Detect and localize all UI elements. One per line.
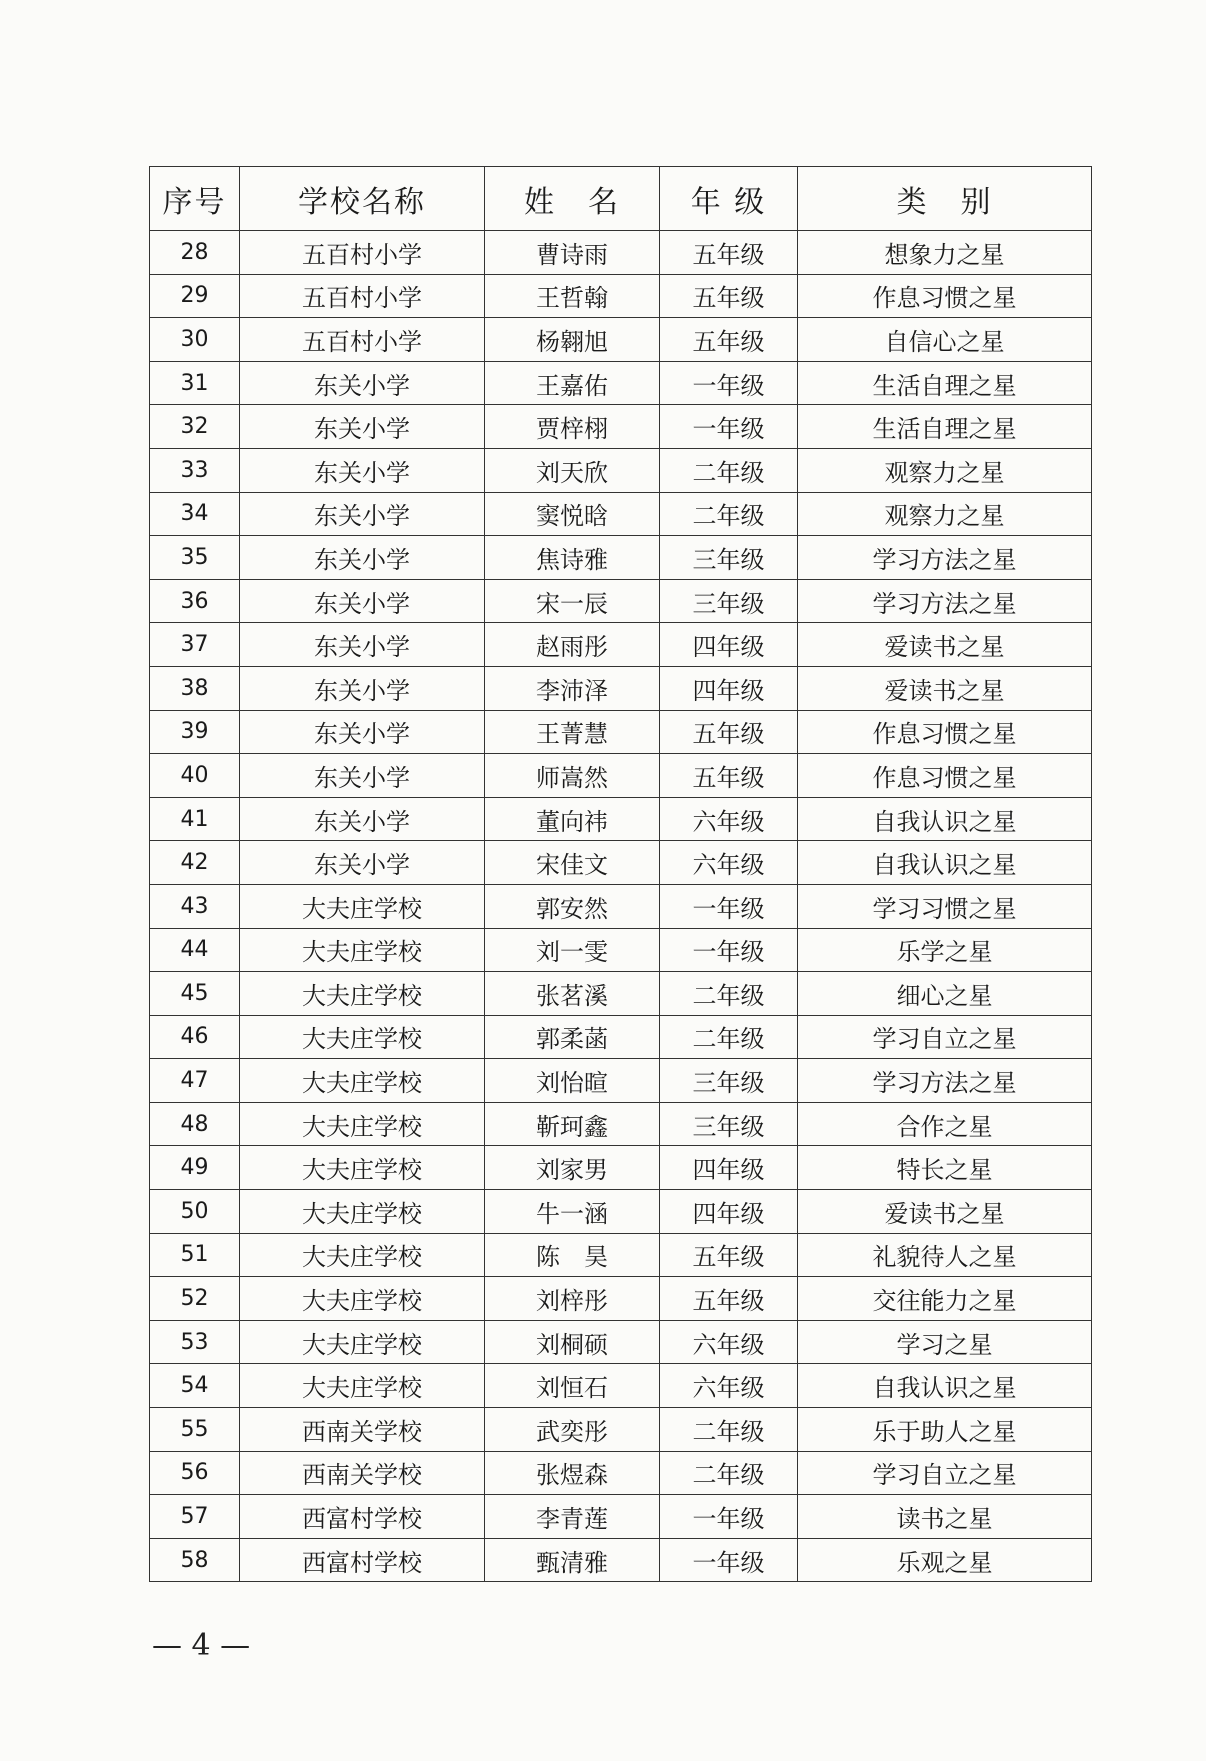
- cell-category: 想象力之星: [798, 231, 1092, 275]
- cell-school: 大夫庄学校: [240, 1059, 485, 1103]
- cell-category: 学习方法之星: [798, 579, 1092, 623]
- cell-no: 32: [150, 405, 240, 449]
- cell-no: 47: [150, 1059, 240, 1103]
- cell-category: 作息习惯之星: [798, 754, 1092, 798]
- cell-no: 36: [150, 579, 240, 623]
- header-category: 类 别: [798, 167, 1092, 231]
- cell-category: 合作之星: [798, 1102, 1092, 1146]
- cell-name: 张煜森: [485, 1451, 660, 1495]
- cell-category: 观察力之星: [798, 492, 1092, 536]
- cell-school: 大夫庄学校: [240, 1015, 485, 1059]
- cell-school: 东关小学: [240, 797, 485, 841]
- cell-name: 刘梓彤: [485, 1277, 660, 1321]
- cell-school: 东关小学: [240, 492, 485, 536]
- cell-grade: 六年级: [660, 1364, 798, 1408]
- cell-no: 58: [150, 1538, 240, 1582]
- cell-school: 东关小学: [240, 710, 485, 754]
- table-row: [150, 1277, 1092, 1321]
- cell-category: 爱读书之星: [798, 1190, 1092, 1234]
- table-row: [150, 1015, 1092, 1059]
- cell-category: 作息习惯之星: [798, 710, 1092, 754]
- cell-school: 大夫庄学校: [240, 1146, 485, 1190]
- table-row: [150, 1408, 1092, 1452]
- cell-name: 武奕彤: [485, 1408, 660, 1452]
- cell-school: 大夫庄学校: [240, 1364, 485, 1408]
- cell-no: 53: [150, 1320, 240, 1364]
- cell-grade: 五年级: [660, 1233, 798, 1277]
- cell-school: 大夫庄学校: [240, 1320, 485, 1364]
- award-table: [149, 166, 1092, 1582]
- cell-name: 李沛泽: [485, 666, 660, 710]
- cell-no: 50: [150, 1190, 240, 1234]
- header-school: 学校名称: [240, 167, 485, 231]
- cell-no: 44: [150, 928, 240, 972]
- cell-category: 特长之星: [798, 1146, 1092, 1190]
- cell-no: 43: [150, 884, 240, 928]
- cell-grade: 三年级: [660, 579, 798, 623]
- cell-grade: 二年级: [660, 1451, 798, 1495]
- cell-school: 东关小学: [240, 623, 485, 667]
- table-row: [150, 1538, 1092, 1582]
- cell-category: 乐观之星: [798, 1538, 1092, 1582]
- cell-no: 51: [150, 1233, 240, 1277]
- cell-school: 西南关学校: [240, 1408, 485, 1452]
- cell-school: 西富村学校: [240, 1538, 485, 1582]
- page-number: — 4 —: [152, 1628, 251, 1663]
- cell-category: 乐于助人之星: [798, 1408, 1092, 1452]
- cell-category: 礼貌待人之星: [798, 1233, 1092, 1277]
- cell-school: 东关小学: [240, 405, 485, 449]
- cell-school: 大夫庄学校: [240, 1233, 485, 1277]
- cell-name: 王嘉佑: [485, 361, 660, 405]
- cell-category: 自我认识之星: [798, 841, 1092, 885]
- cell-grade: 三年级: [660, 1059, 798, 1103]
- cell-no: 54: [150, 1364, 240, 1408]
- cell-category: 生活自理之星: [798, 405, 1092, 449]
- cell-name: 刘天欣: [485, 448, 660, 492]
- cell-name: 靳珂鑫: [485, 1102, 660, 1146]
- cell-category: 自我认识之星: [798, 1364, 1092, 1408]
- cell-grade: 四年级: [660, 1190, 798, 1234]
- table-row: [150, 1451, 1092, 1495]
- cell-name: 宋佳文: [485, 841, 660, 885]
- cell-name: 李青莲: [485, 1495, 660, 1539]
- header-name: 姓 名: [485, 167, 660, 231]
- cell-no: 41: [150, 797, 240, 841]
- cell-category: 作息习惯之星: [798, 274, 1092, 318]
- cell-no: 48: [150, 1102, 240, 1146]
- cell-name: 杨翱旭: [485, 318, 660, 362]
- cell-name: 甄清雅: [485, 1538, 660, 1582]
- table-row: [150, 797, 1092, 841]
- cell-no: 37: [150, 623, 240, 667]
- cell-school: 东关小学: [240, 579, 485, 623]
- table-header-row: [150, 167, 1092, 231]
- table-row: [150, 1320, 1092, 1364]
- cell-school: 东关小学: [240, 361, 485, 405]
- cell-grade: 五年级: [660, 1277, 798, 1321]
- cell-category: 生活自理之星: [798, 361, 1092, 405]
- cell-grade: 一年级: [660, 928, 798, 972]
- cell-category: 学习方法之星: [798, 1059, 1092, 1103]
- cell-category: 学习之星: [798, 1320, 1092, 1364]
- cell-name: 张茗溪: [485, 972, 660, 1016]
- cell-grade: 三年级: [660, 1102, 798, 1146]
- cell-no: 38: [150, 666, 240, 710]
- cell-grade: 一年级: [660, 405, 798, 449]
- table-row: [150, 448, 1092, 492]
- table-row: [150, 928, 1092, 972]
- cell-name: 牛一涵: [485, 1190, 660, 1234]
- cell-grade: 五年级: [660, 710, 798, 754]
- cell-grade: 五年级: [660, 754, 798, 798]
- cell-school: 东关小学: [240, 841, 485, 885]
- cell-school: 东关小学: [240, 448, 485, 492]
- cell-category: 自我认识之星: [798, 797, 1092, 841]
- cell-grade: 一年级: [660, 1495, 798, 1539]
- cell-school: 大夫庄学校: [240, 1102, 485, 1146]
- table-row: [150, 710, 1092, 754]
- cell-no: 29: [150, 274, 240, 318]
- cell-grade: 三年级: [660, 536, 798, 580]
- cell-school: 大夫庄学校: [240, 1277, 485, 1321]
- cell-school: 西南关学校: [240, 1451, 485, 1495]
- cell-name: 宋一辰: [485, 579, 660, 623]
- cell-category: 爱读书之星: [798, 666, 1092, 710]
- cell-grade: 一年级: [660, 884, 798, 928]
- table-row: [150, 1495, 1092, 1539]
- cell-no: 34: [150, 492, 240, 536]
- cell-category: 读书之星: [798, 1495, 1092, 1539]
- cell-name: 刘桐硕: [485, 1320, 660, 1364]
- cell-no: 46: [150, 1015, 240, 1059]
- cell-no: 33: [150, 448, 240, 492]
- cell-school: 东关小学: [240, 754, 485, 798]
- table-row: [150, 623, 1092, 667]
- cell-grade: 四年级: [660, 666, 798, 710]
- cell-grade: 四年级: [660, 1146, 798, 1190]
- cell-no: 52: [150, 1277, 240, 1321]
- cell-category: 观察力之星: [798, 448, 1092, 492]
- cell-name: 师嵩然: [485, 754, 660, 798]
- table-row: [150, 318, 1092, 362]
- cell-school: 大夫庄学校: [240, 1190, 485, 1234]
- table-row: [150, 405, 1092, 449]
- cell-school: 五百村小学: [240, 274, 485, 318]
- table-row: [150, 536, 1092, 580]
- cell-name: 王菁慧: [485, 710, 660, 754]
- cell-school: 五百村小学: [240, 231, 485, 275]
- table-row: [150, 274, 1092, 318]
- table-row: [150, 666, 1092, 710]
- cell-name: 董向祎: [485, 797, 660, 841]
- table-row: [150, 1364, 1092, 1408]
- cell-no: 39: [150, 710, 240, 754]
- cell-no: 57: [150, 1495, 240, 1539]
- cell-grade: 二年级: [660, 972, 798, 1016]
- cell-category: 自信心之星: [798, 318, 1092, 362]
- cell-name: 郭柔菡: [485, 1015, 660, 1059]
- table-row: [150, 1190, 1092, 1234]
- cell-no: 55: [150, 1408, 240, 1452]
- cell-no: 56: [150, 1451, 240, 1495]
- cell-grade: 五年级: [660, 318, 798, 362]
- cell-name: 刘恒石: [485, 1364, 660, 1408]
- cell-name: 陈 昊: [485, 1233, 660, 1277]
- cell-name: 刘一雯: [485, 928, 660, 972]
- table-row: [150, 492, 1092, 536]
- table-row: [150, 1059, 1092, 1103]
- cell-school: 东关小学: [240, 536, 485, 580]
- cell-name: 刘怡暄: [485, 1059, 660, 1103]
- cell-grade: 六年级: [660, 1320, 798, 1364]
- cell-grade: 二年级: [660, 448, 798, 492]
- cell-grade: 二年级: [660, 1015, 798, 1059]
- cell-no: 40: [150, 754, 240, 798]
- cell-grade: 六年级: [660, 797, 798, 841]
- cell-no: 45: [150, 972, 240, 1016]
- cell-no: 28: [150, 231, 240, 275]
- cell-no: 30: [150, 318, 240, 362]
- cell-category: 细心之星: [798, 972, 1092, 1016]
- table-row: [150, 884, 1092, 928]
- cell-category: 交往能力之星: [798, 1277, 1092, 1321]
- cell-name: 郭安然: [485, 884, 660, 928]
- table-row: [150, 361, 1092, 405]
- cell-category: 学习自立之星: [798, 1451, 1092, 1495]
- header-no: 序号: [150, 167, 240, 231]
- cell-school: 西富村学校: [240, 1495, 485, 1539]
- cell-name: 焦诗雅: [485, 536, 660, 580]
- table-row: [150, 972, 1092, 1016]
- table-row: [150, 579, 1092, 623]
- table-row: [150, 1233, 1092, 1277]
- cell-name: 窦悦晗: [485, 492, 660, 536]
- cell-grade: 六年级: [660, 841, 798, 885]
- cell-name: 赵雨彤: [485, 623, 660, 667]
- cell-name: 曹诗雨: [485, 231, 660, 275]
- cell-category: 学习自立之星: [798, 1015, 1092, 1059]
- cell-name: 贾梓栩: [485, 405, 660, 449]
- cell-no: 42: [150, 841, 240, 885]
- cell-school: 五百村小学: [240, 318, 485, 362]
- cell-category: 学习习惯之星: [798, 884, 1092, 928]
- cell-no: 31: [150, 361, 240, 405]
- cell-grade: 五年级: [660, 274, 798, 318]
- table-row: [150, 1102, 1092, 1146]
- cell-name: 刘家男: [485, 1146, 660, 1190]
- cell-grade: 一年级: [660, 361, 798, 405]
- cell-no: 49: [150, 1146, 240, 1190]
- table-row: [150, 841, 1092, 885]
- cell-category: 乐学之星: [798, 928, 1092, 972]
- cell-category: 学习方法之星: [798, 536, 1092, 580]
- table-row: [150, 754, 1092, 798]
- cell-grade: 四年级: [660, 623, 798, 667]
- cell-grade: 五年级: [660, 231, 798, 275]
- cell-school: 大夫庄学校: [240, 928, 485, 972]
- cell-grade: 二年级: [660, 1408, 798, 1452]
- cell-school: 大夫庄学校: [240, 972, 485, 1016]
- cell-category: 爱读书之星: [798, 623, 1092, 667]
- table-row: [150, 231, 1092, 275]
- cell-no: 35: [150, 536, 240, 580]
- cell-grade: 二年级: [660, 492, 798, 536]
- table-body: [150, 231, 1092, 1582]
- cell-grade: 一年级: [660, 1538, 798, 1582]
- table-row: [150, 1146, 1092, 1190]
- cell-name: 王哲翰: [485, 274, 660, 318]
- header-grade: 年 级: [660, 167, 798, 231]
- cell-school: 东关小学: [240, 666, 485, 710]
- cell-school: 大夫庄学校: [240, 884, 485, 928]
